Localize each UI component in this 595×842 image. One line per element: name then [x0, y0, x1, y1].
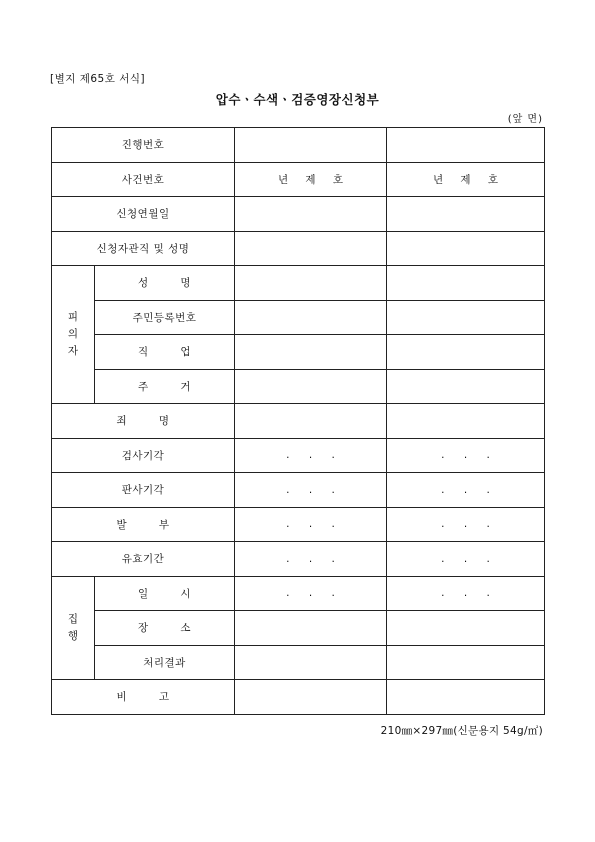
table-row: [52, 542, 545, 577]
case-year-no-right[interactable]: 년 제 호: [387, 162, 545, 197]
row-label-result: 처리결과: [95, 645, 235, 680]
value-cell[interactable]: [387, 680, 545, 715]
value-cell[interactable]: [387, 231, 545, 266]
row-label-judge-decision: 판사기각: [52, 473, 235, 508]
row-label-validity: 유효기간: [52, 542, 235, 577]
table-row: [52, 300, 545, 335]
value-cell[interactable]: [387, 335, 545, 370]
paper-size-note: 210㎜×297㎜(신문용지 54g/㎡): [380, 725, 543, 737]
execution-group-text: 집 행: [67, 612, 79, 642]
date-dots-left[interactable]: . . .: [235, 576, 387, 611]
table-row: [52, 680, 545, 715]
value-cell[interactable]: [387, 128, 545, 163]
value-cell[interactable]: [387, 266, 545, 301]
table-row: [52, 404, 545, 439]
value-cell[interactable]: [235, 197, 387, 232]
value-cell[interactable]: [235, 266, 387, 301]
table-row: [52, 197, 545, 232]
row-label-offense: 죄 명: [52, 404, 235, 439]
value-cell[interactable]: [235, 231, 387, 266]
value-cell[interactable]: [235, 335, 387, 370]
page-side-note: (앞 면): [507, 114, 543, 125]
table-row: [52, 611, 545, 646]
row-label-prosecutor-decision: 검사기각: [52, 438, 235, 473]
row-label-resident-no: 주민등록번호: [95, 300, 235, 335]
date-dots-left[interactable]: . . .: [235, 473, 387, 508]
row-label-place: 장 소: [95, 611, 235, 646]
form-number-label: [별지 제65호 서식]: [50, 73, 146, 85]
table-row: [52, 266, 545, 301]
row-label-address: 주 거: [95, 369, 235, 404]
value-cell[interactable]: [235, 611, 387, 646]
row-label-case-no: 사건번호: [52, 162, 235, 197]
suspect-group-text: 피 의 자: [67, 311, 79, 357]
value-cell[interactable]: [387, 611, 545, 646]
value-cell[interactable]: [235, 404, 387, 439]
form-title: 압수ㆍ수색ㆍ검증영장신청부: [215, 92, 380, 107]
row-label-requester: 신청자관직 및 성명: [52, 231, 235, 266]
row-label-name: 성 명: [95, 266, 235, 301]
table-row: [52, 507, 545, 542]
value-cell[interactable]: [235, 128, 387, 163]
table-row: [52, 473, 545, 508]
table-row: [52, 162, 545, 197]
value-cell[interactable]: [387, 369, 545, 404]
value-cell[interactable]: [235, 300, 387, 335]
suspect-group-label: [52, 266, 95, 404]
value-cell[interactable]: [235, 645, 387, 680]
value-cell[interactable]: [387, 197, 545, 232]
date-dots-right[interactable]: . . .: [387, 576, 545, 611]
value-cell[interactable]: [235, 680, 387, 715]
date-dots-left[interactable]: . . .: [235, 507, 387, 542]
row-label-remarks: 비 고: [52, 680, 235, 715]
date-dots-right[interactable]: . . .: [387, 438, 545, 473]
table-row: [52, 645, 545, 680]
date-dots-left[interactable]: . . .: [235, 438, 387, 473]
table-row: [52, 576, 545, 611]
table-row: [52, 438, 545, 473]
date-dots-right[interactable]: . . .: [387, 542, 545, 577]
date-dots-left[interactable]: . . .: [235, 542, 387, 577]
value-cell[interactable]: [387, 404, 545, 439]
row-label-request-date: 신청연월일: [52, 197, 235, 232]
row-label-occupation: 직 업: [95, 335, 235, 370]
table-row: [52, 335, 545, 370]
value-cell[interactable]: [387, 300, 545, 335]
value-cell[interactable]: [235, 369, 387, 404]
table-row: [52, 128, 545, 163]
value-cell[interactable]: [387, 645, 545, 680]
table-row: [52, 369, 545, 404]
date-dots-right[interactable]: . . .: [387, 473, 545, 508]
execution-group-label: [52, 576, 95, 680]
warrant-request-table: [51, 127, 545, 715]
row-label-issuance: 발 부: [52, 507, 235, 542]
table-row: [52, 231, 545, 266]
row-label-datetime: 일 시: [95, 576, 235, 611]
date-dots-right[interactable]: . . .: [387, 507, 545, 542]
case-year-no-left[interactable]: 년 제 호: [235, 162, 387, 197]
row-label-progress-no: 진행번호: [52, 128, 235, 163]
